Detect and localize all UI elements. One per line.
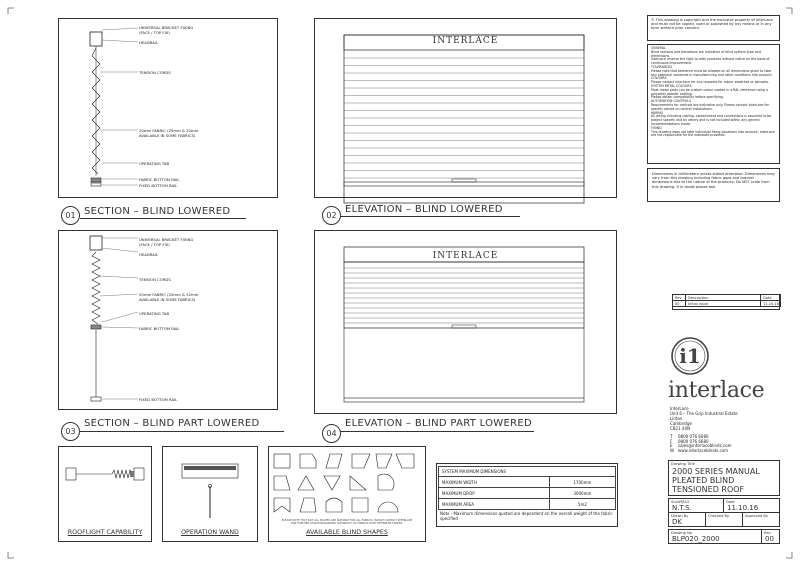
contact-key-e: E [670, 443, 673, 449]
drawing-no-box [668, 529, 762, 544]
wand-drawing [162, 446, 258, 542]
drawing-no-value: BLP020_2000 [672, 535, 720, 543]
label-fixed-bottom-rail: FIXED BOTTOM RAIL [139, 183, 178, 188]
contact-key-f: F [670, 438, 673, 444]
address-1: Unit 6 – The Grip Industrial Estate [670, 411, 738, 416]
label-fabric-bottom-rail-2: FABRIC BOTTOM RAIL [139, 326, 180, 331]
elevation-brand-04: INTERLACE [432, 251, 499, 261]
date-label: Date [726, 500, 735, 504]
label-bracket-2: UNIVERSAL BRACKET FIXING (FACE / TOP FIX) [139, 237, 194, 247]
contact-phone[interactable]: 0800 076 6080 [678, 434, 709, 439]
shapes-drawing [268, 446, 426, 542]
company-name: InterLace [670, 406, 689, 411]
label-fabric-bottom-rail: FABRIC BOTTOM RAIL [139, 177, 180, 182]
dim-value-area: 5m2 [549, 499, 615, 510]
shapes-caption: AVAILABLE BLIND SHAPES [306, 529, 388, 536]
label-operating-tab-2: OPERATING TAB [139, 311, 170, 316]
date-value: 11.10.16 [727, 504, 759, 512]
label-fixed-bottom-rail-2: FIXED BOTTOM RAIL [139, 397, 178, 402]
revision-table [672, 294, 780, 310]
section-part-lowered-drawing [58, 230, 278, 410]
label-fabric-1: 20mm FABRIC (25mm & 32mm [139, 128, 199, 133]
dim-label-drop: MAXIMUM DROP [439, 488, 550, 499]
dim-value-width: 1700mm [549, 477, 615, 488]
general-note-line: Please obtain compatibility before specifying. [651, 95, 724, 100]
rooflight-drawing [58, 446, 152, 542]
label-tension-cords-2: TENSION CORDS [139, 277, 171, 282]
general-notes-box [647, 44, 780, 164]
label-bracket: UNIVERSAL BRACKET FIXING (FACE / TOP FIX) [139, 25, 194, 35]
general-note-line: This drawing does not take individual fixing situations into account, InterLace are not responsible for the substrate provided. [651, 129, 775, 138]
section-lowered-drawing [58, 18, 278, 198]
shapes-note: PLEASE NOTE THAT NOT ALL SHAPES ARE SUITABLE FOR ALL FABRICS. PLEASE CONTACT INTERLACE FOR FURTHER ADVICE REGARDING SUITABILITY OF FABRICS WITH DIFFERENT SHAPES. [281, 519, 413, 525]
general-note-line: Most metal parts can be custom colour coated in a RAL reference using a polyester powder coating. [651, 87, 769, 96]
rev-col-header: Rev [675, 296, 682, 300]
system-dims-note: Note - Maximum dimensions quoted are dependent on the overall weight of the fabric specified [440, 511, 613, 521]
view-number-04: 04 [322, 424, 341, 443]
rooflight-caption: ROOFLIGHT CAPABILITY [67, 529, 143, 536]
dim-label-area: MAXIMUM AREA [439, 499, 550, 510]
rev-label: Rev [764, 531, 771, 535]
contact-website-link[interactable]: www.interlaceblinds.com [678, 447, 728, 453]
scale-label: Scale@A3 [671, 500, 690, 504]
general-note-line: Please contact InterLace for any requests for colour swatches or samples. [651, 80, 769, 85]
interlace-logo-mark [670, 336, 710, 376]
rev-row-desc: Initial Issue [688, 302, 709, 306]
dim-label-width: MAXIMUM WIDTH [439, 477, 550, 488]
drawing-title-line-2: PLEATED BLIND [672, 476, 735, 485]
address-3: Cambridge [670, 421, 692, 426]
address-4: CB21 4XN [670, 426, 691, 431]
date-box [723, 498, 780, 513]
drawn-box [668, 512, 706, 527]
general-note-line: WIRING [651, 110, 664, 115]
general-note-line: AUTOMATION CONTROLS [651, 99, 692, 104]
checked-box [705, 512, 743, 527]
label-headrail: HEADRAIL [139, 40, 159, 45]
logo-wordmark: interlace [668, 378, 765, 403]
label-operating-tab: OPERATING TAB [139, 161, 170, 166]
general-note-line: TOLERANCES [651, 64, 673, 69]
copyright-box [647, 15, 780, 41]
rev-value: 00 [765, 535, 774, 543]
label-headrail-2: HEADRAIL [139, 252, 159, 257]
rev-box [761, 529, 780, 544]
date-col-header: Date [763, 296, 772, 300]
copyright-text: © This drawing is copyright and the exclusive property of InterLace and must not be copied, used or published by any means or in any form without prior consent. [651, 18, 773, 31]
general-note-line: Blind sections and elevations are indicative of blind system type and dimensions. [651, 49, 761, 58]
drawn-label: Drawn By [671, 514, 689, 518]
view-title-04: ELEVATION – BLIND PART LOWERED [345, 418, 532, 429]
drawing-title-box [668, 460, 780, 496]
drawn-value: DK [672, 518, 682, 526]
view-title-02: ELEVATION – BLIND LOWERED [345, 204, 503, 215]
approved-box [742, 512, 780, 527]
checked-label: Checked By [708, 514, 730, 518]
view-number-03: 03 [61, 422, 80, 441]
dim-value-drop: 3000mm [549, 488, 615, 499]
approved-label: Approved By [745, 514, 768, 518]
general-note-line: Requirements for controls are indicative only. Please contact InterLace for specific advice on control installations. [651, 102, 769, 111]
wand-caption: OPERATION WAND [181, 529, 239, 536]
label-fabric-3: 20mm FABRIC (25mm & 32mm [139, 292, 199, 297]
contact-key-w: W [670, 447, 674, 453]
view-number-01: 01 [61, 206, 80, 225]
label-fabric-2: AVAILABLE IN SOME FABRICS) [139, 133, 196, 138]
address-2: Linton [670, 416, 683, 421]
view-number-02: 02 [322, 206, 341, 225]
contact-fax[interactable]: 0800 076 6680 [678, 438, 709, 444]
general-note-line: GENERAL [651, 46, 666, 50]
label-tension-cords: TENSION CORDS [139, 70, 171, 75]
desc-col-header: Description [688, 296, 709, 300]
general-note-line: COLOURS [651, 76, 667, 81]
system-dims-table [438, 466, 616, 510]
drawing-no-label: Drawing No [671, 531, 692, 535]
general-note-line: Please note that tolerance must be allowed on all dimensions given to take any potential variances in manufacturing and other conditions into account. [651, 68, 773, 77]
rev-row-00: 00 [675, 302, 680, 306]
rev-row-date: 11.10.16 [763, 302, 780, 306]
system-dims-title: SYSTEM MAXIMUM DIMENSIONS [439, 467, 616, 477]
general-note-line: FIXING [651, 125, 662, 130]
scale-box [668, 498, 724, 513]
dimensions-note-box [647, 168, 780, 202]
scale-value: N.T.S. [672, 504, 692, 512]
view-title-03: SECTION – BLIND PART LOWERED [84, 418, 260, 429]
general-note-line: All wiring including cabling, containment and connections is assumed to be project specific and by others and is not included within any generic recommendations made. [651, 114, 772, 126]
svg-text:i1: i1 [679, 344, 701, 368]
dimensions-note: Dimensions in millimeters unless stated otherwise. Dimensions may vary from this drawing including fabric gaps and bracket dimensions due to the nature of the products. Do NOT scale from this drawing. If in doubt please ask. [652, 172, 775, 189]
general-note-line: SYSTEM METAL COLOURS [651, 83, 692, 88]
contact-email-link[interactable]: sales@interlaceblinds.com [678, 443, 732, 449]
drawing-title-label: Drawing Title [671, 462, 695, 466]
general-note-line: InterLace reserve the right to alter products without notice on the basis of continuous improvement. [651, 57, 770, 66]
drawing-title-line-3: TENSIONED ROOF [672, 485, 745, 494]
view-title-01: SECTION – BLIND LOWERED [84, 206, 231, 217]
elevation-brand-02: INTERLACE [432, 36, 499, 46]
contact-key-t: T [670, 434, 673, 439]
drawing-title-line-1: 2000 SERIES MANUAL [672, 467, 760, 476]
label-fabric-4: AVAILABLE IN SOME FABRICS) [139, 297, 196, 302]
